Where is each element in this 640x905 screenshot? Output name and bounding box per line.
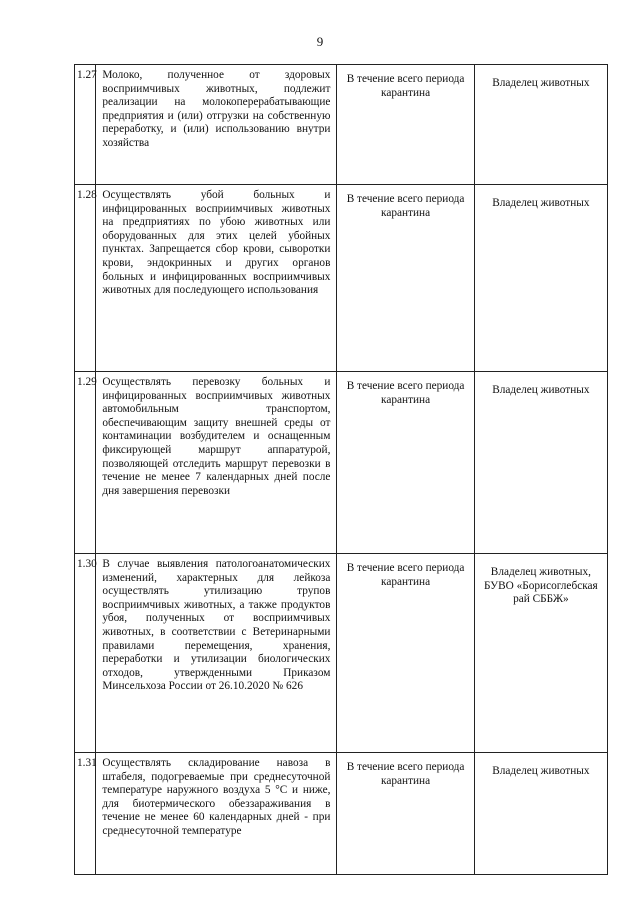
period-cell: В течение всего периода карантина — [337, 372, 474, 554]
measure-text: Осуществлять складирование навоза в штабеля, подогреваемые при среднесуточной температуре наружного воздуха 5 °С и ниже, для биотермического обеззараживания в течение не менее 60 календарных дней - при среднесуточной температуре — [96, 753, 337, 875]
measure-text: Осуществлять убой больных и инфицированных восприимчивых животных на предприятиях по убою животных или оборудованных для этих целей убойных пунктах. Запрещается сбор крови, сыворотки крови, эндокринных и других органов больных и инфицированных восприимчивых животных для последующего использования — [96, 185, 337, 372]
period-cell: В течение всего периода карантина — [337, 185, 474, 372]
table-row — [75, 185, 608, 372]
measure-text: В случае выявления патологоанатомических изменений, характерных для лейкоза осуществлять утилизацию трупов восприимчивых животных, а также продуктов убоя, полученных от восприимчивых животных, в соответствии с Ветеринарными правилами перемещения, хранения, переработки и утилизации биологических отходов, утвержденными Приказом Минсельхоза России от 26.10.2020 № 626 — [96, 554, 337, 753]
measure-text: Молоко, полученное от здоровых восприимчивых животных, подлежит реализации на молокоперерабатывающие предприятия и (или) отгрузки на собственную переработку, и (или) использованию внутри хозяйства — [96, 65, 337, 185]
table-row — [75, 65, 608, 185]
table-row — [75, 372, 608, 554]
period-cell: В течение всего периода карантина — [337, 753, 474, 875]
responsible-cell: Владелец животных, БУВО «Борисоглебская рай СББЖ» — [474, 554, 607, 753]
table-row — [75, 554, 608, 753]
table-row — [75, 753, 608, 875]
responsible-cell: Владелец животных — [474, 185, 607, 372]
row-number: 1.29 — [75, 372, 96, 554]
page-number: 9 — [316, 34, 324, 49]
period-cell: В течение всего периода карантина — [337, 554, 474, 753]
responsible-cell: Владелец животных — [474, 372, 607, 554]
responsible-cell: Владелец животных — [474, 753, 607, 875]
measure-text: Осуществлять перевозку больных и инфицированных восприимчивых животных автомобильным транспортом, обеспечивающим защиту внешней среды от контаминации возбудителем и оснащенным фиксирующей маршрут аппаратурой, позволяющей отследить маршрут перевозки в течение не менее 7 календарных дней после дня завершения перевозки — [96, 372, 337, 554]
measures-table — [74, 64, 608, 875]
row-number: 1.28 — [75, 185, 96, 372]
responsible-cell: Владелец животных — [474, 65, 607, 185]
row-number: 1.27 — [75, 65, 96, 185]
row-number: 1.31 — [75, 753, 96, 875]
row-number: 1.30 — [75, 554, 96, 753]
period-cell: В течение всего периода карантина — [337, 65, 474, 185]
